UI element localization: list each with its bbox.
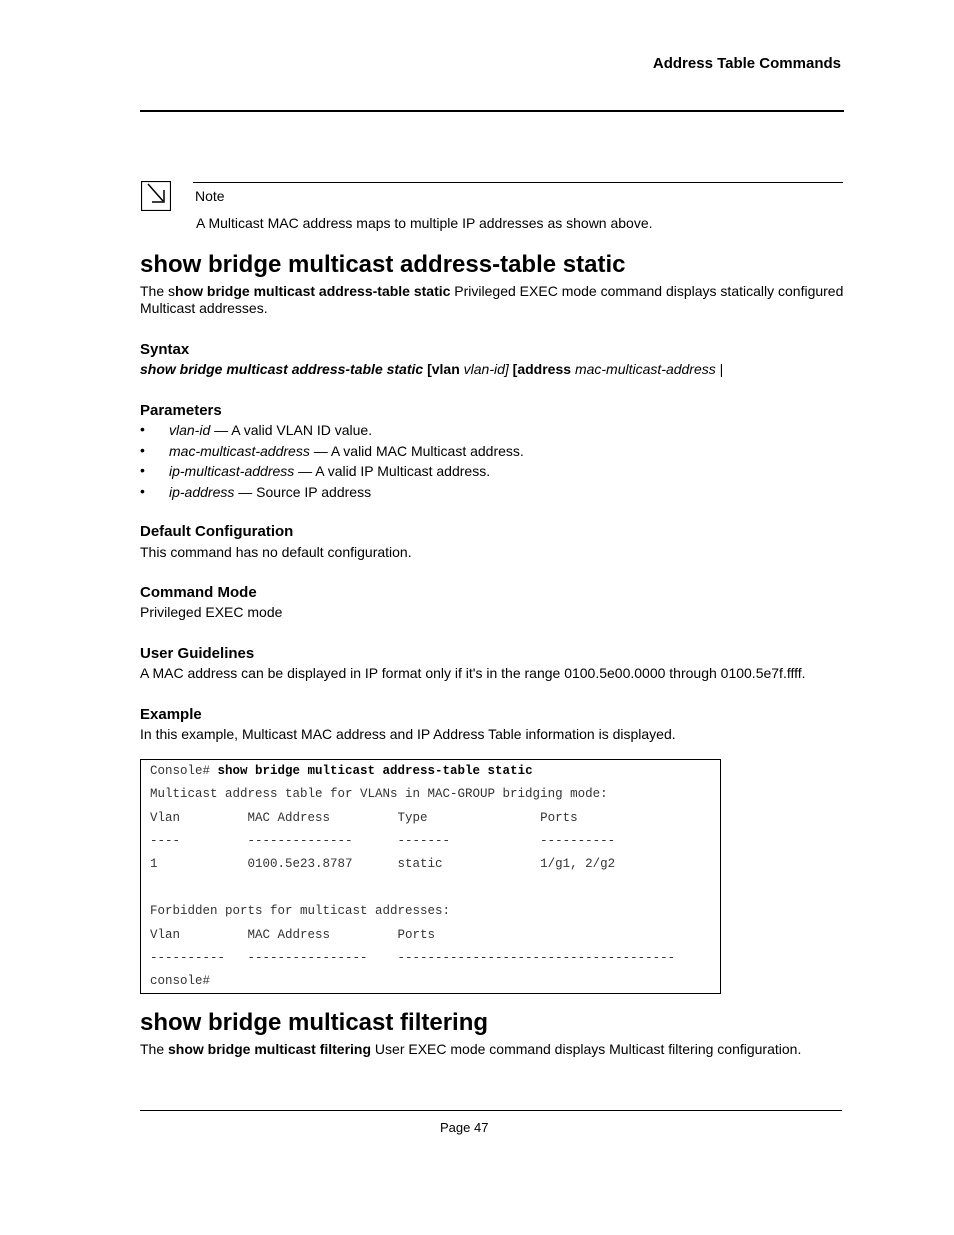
note-divider — [193, 182, 843, 183]
intro-command: show bridge multicast filtering — [168, 1041, 372, 1057]
syntax-arg-address: mac-multicast-address — [574, 361, 716, 377]
syntax-arg-vlan: vlan-id] — [463, 361, 509, 377]
parameter-item — [140, 422, 524, 443]
code-line: Vlan MAC Address Ports — [150, 928, 436, 942]
page-number: Page 47 — [440, 1120, 489, 1135]
bullet: • — [140, 482, 145, 499]
user-guidelines-text: A MAC address can be displayed in IP format only if it's in the range 0100.5e00.0000 through 0100.5e7f.ffff. — [140, 665, 806, 681]
intro-prefix: The s — [140, 283, 176, 299]
parameter-name: ip-address — [169, 483, 235, 500]
intro-prefix: The — [140, 1041, 169, 1057]
section-intro-static — [140, 283, 844, 317]
parameter-name: ip-multicast-address — [169, 463, 295, 479]
intro-suffix: User EXEC mode command displays Multicast filtering configuration. — [371, 1041, 802, 1057]
bullet: • — [140, 421, 145, 437]
example-heading: Example — [140, 706, 202, 723]
example-text: In this example, Multicast MAC address and IP Address Table information is displayed. — [140, 726, 676, 742]
parameters-heading: Parameters — [140, 402, 222, 419]
default-config-text: This command has no default configuration. — [140, 544, 412, 560]
code-command-line — [150, 764, 533, 778]
code-line: Multicast address table for VLANs in MAC-GROUP bridging mode: — [150, 787, 608, 801]
bullet: • — [140, 441, 145, 458]
parameter-item — [140, 443, 524, 464]
syntax-line — [140, 361, 723, 378]
code-line: Forbidden ports for multicast addresses: — [150, 904, 451, 918]
section-intro-filtering — [140, 1041, 844, 1058]
command-mode-heading: Command Mode — [140, 584, 257, 601]
console-command: show bridge multicast address-table static — [217, 764, 533, 778]
parameter-desc: — A valid MAC Multicast address. — [309, 442, 524, 459]
note-label: Note — [195, 188, 225, 204]
parameter-item — [140, 484, 524, 505]
code-line: Vlan MAC Address Type Ports — [150, 811, 578, 825]
running-header: Address Table Commands — [652, 55, 841, 72]
syntax-command: show bridge multicast address-table static — [140, 361, 424, 377]
syntax-heading: Syntax — [140, 341, 190, 358]
header-divider — [140, 110, 844, 112]
default-config-heading: Default Configuration — [140, 523, 294, 540]
code-line: ---- -------------- ------- ---------- — [150, 834, 616, 848]
intro-command: how bridge multicast address-table static — [175, 283, 451, 299]
syntax-keyword-vlan: [vlan — [423, 361, 464, 377]
parameter-desc: — A valid IP Multicast address. — [294, 463, 491, 479]
code-line: 1 0100.5e23.8787 static 1/g1, 2/g2 — [150, 857, 616, 871]
console-prompt: Console# — [150, 764, 218, 778]
parameters-list — [140, 422, 524, 504]
code-line: console# — [150, 974, 211, 988]
syntax-keyword-address: [address — [508, 361, 575, 377]
syntax-tail: | — [715, 361, 724, 377]
parameter-name: mac-multicast-address — [169, 442, 310, 459]
user-guidelines-heading: User Guidelines — [140, 645, 255, 662]
code-example-box — [140, 759, 721, 994]
intro-suffix: Privileged EXEC mode command displays statically configured Multicast addresses. — [140, 283, 844, 316]
code-line: ---------- ---------------- ------------------------------------- — [150, 951, 676, 965]
command-mode-text: Privileged EXEC mode — [140, 604, 283, 620]
footer-divider — [140, 1110, 842, 1111]
parameter-desc: — A valid VLAN ID value. — [210, 422, 373, 438]
parameter-desc: — Source IP address — [234, 483, 372, 500]
bullet: • — [140, 462, 145, 478]
note-text: A Multicast MAC address maps to multiple IP addresses as shown above. — [196, 215, 653, 231]
section-title-static: show bridge multicast address-table static — [140, 251, 626, 278]
parameter-item — [140, 463, 524, 484]
parameter-name: vlan-id — [169, 422, 211, 438]
section-title-filtering: show bridge multicast filtering — [140, 1009, 489, 1036]
note-icon — [141, 181, 171, 211]
